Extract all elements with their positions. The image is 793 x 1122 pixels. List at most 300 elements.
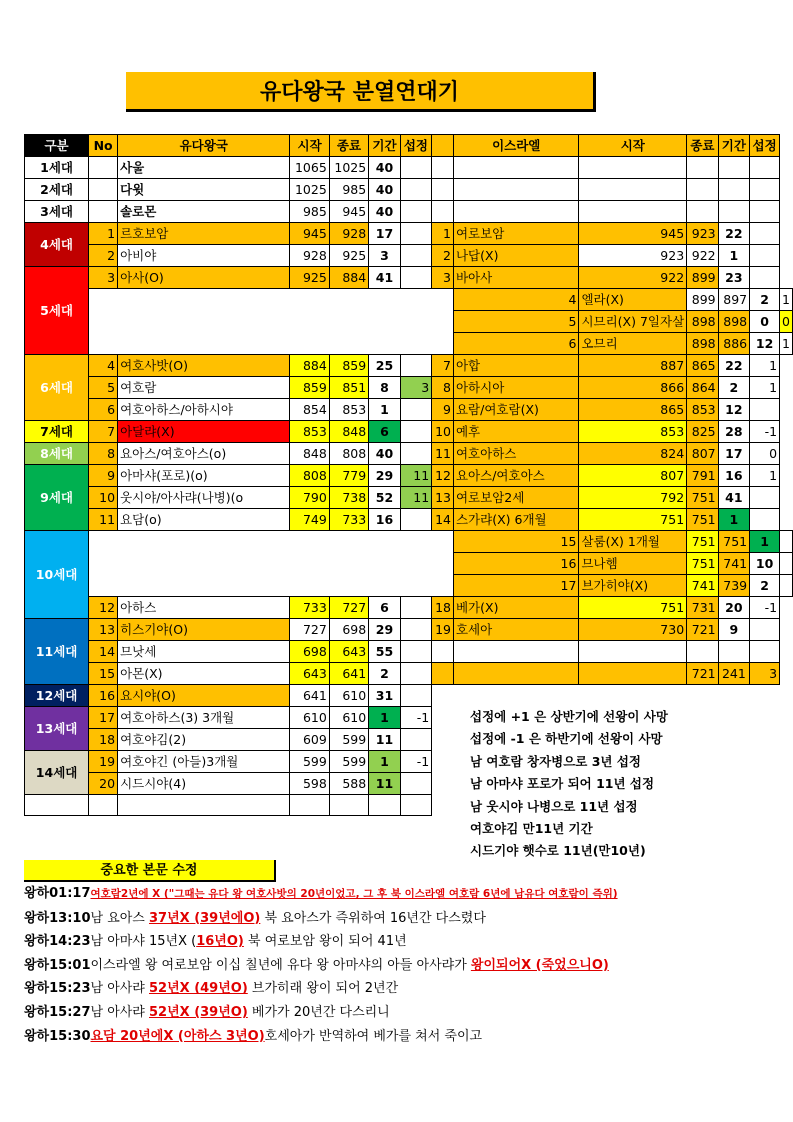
correction-line bbox=[24, 1025, 618, 1049]
judah-period: 25 bbox=[369, 355, 400, 377]
israel-no bbox=[432, 707, 454, 729]
judah-regency bbox=[400, 663, 431, 685]
israel-regency bbox=[750, 685, 780, 707]
israel-no: 14 bbox=[432, 509, 454, 531]
verse-ref: 왕하01:17 bbox=[24, 886, 91, 901]
corrections-list bbox=[24, 882, 618, 1048]
verse-ref: 왕하15:23 bbox=[24, 981, 91, 997]
judah-regency bbox=[400, 509, 431, 531]
israel-period: 12 bbox=[718, 399, 749, 421]
israel-start: 741 bbox=[687, 575, 718, 597]
israel-start bbox=[579, 157, 687, 179]
israel-no: 13 bbox=[432, 487, 454, 509]
judah-no: 8 bbox=[89, 443, 118, 465]
israel-start bbox=[579, 201, 687, 223]
judah-regency bbox=[400, 157, 431, 179]
judah-start: 599 bbox=[290, 751, 329, 773]
israel-no bbox=[432, 751, 454, 773]
judah-period: 40 bbox=[369, 201, 400, 223]
judah-no: 12 bbox=[89, 597, 118, 619]
judah-end: 884 bbox=[329, 267, 368, 289]
israel-start: 730 bbox=[579, 619, 687, 641]
judah-period: 11 bbox=[369, 773, 400, 795]
israel-king-name: 아합 bbox=[453, 355, 578, 377]
judah-end: 599 bbox=[329, 729, 368, 751]
judah-end: 727 bbox=[329, 597, 368, 619]
judah-regency bbox=[400, 773, 431, 795]
israel-no: 7 bbox=[432, 355, 454, 377]
israel-end: 731 bbox=[687, 597, 718, 619]
israel-period bbox=[718, 729, 749, 751]
israel-start: 792 bbox=[579, 487, 687, 509]
judah-no: 4 bbox=[89, 355, 118, 377]
note-line: 여호야김 만11년 기간 bbox=[470, 821, 593, 837]
judah-no: 6 bbox=[89, 399, 118, 421]
judah-start: 848 bbox=[290, 443, 329, 465]
header-israel: 이스라엘 bbox=[453, 135, 578, 157]
judah-regency: -1 bbox=[400, 751, 431, 773]
israel-start: 807 bbox=[579, 465, 687, 487]
israel-regency bbox=[750, 223, 780, 245]
judah-end: 779 bbox=[329, 465, 368, 487]
judah-period: 55 bbox=[369, 641, 400, 663]
judah-period: 6 bbox=[369, 597, 400, 619]
header-israel-no bbox=[432, 135, 454, 157]
judah-end: 599 bbox=[329, 751, 368, 773]
israel-period: 12 bbox=[750, 333, 780, 355]
judah-period: 29 bbox=[369, 619, 400, 641]
judah-king-name: 아사(O) bbox=[118, 267, 290, 289]
judah-regency: 11 bbox=[400, 487, 431, 509]
israel-period: 0 bbox=[750, 311, 780, 333]
israel-king-name: 나답(X) bbox=[453, 245, 578, 267]
judah-end: 859 bbox=[329, 355, 368, 377]
empty-cell bbox=[369, 795, 400, 816]
judah-king-name: 여호아하스(3) 3개월 bbox=[118, 707, 290, 729]
judah-start: 945 bbox=[290, 223, 329, 245]
israel-no: 1 bbox=[432, 223, 454, 245]
israel-king-name: 호세아 bbox=[453, 619, 578, 641]
israel-period: 22 bbox=[718, 223, 749, 245]
judah-start: 1065 bbox=[290, 157, 329, 179]
judah-end: 985 bbox=[329, 179, 368, 201]
israel-period bbox=[718, 773, 749, 795]
israel-regency: 1 bbox=[780, 289, 793, 311]
judah-period: 40 bbox=[369, 443, 400, 465]
judah-period: 6 bbox=[369, 421, 400, 443]
verse-ref: 왕하15:27 bbox=[24, 1004, 91, 1020]
israel-period bbox=[718, 201, 749, 223]
judah-no: 7 bbox=[89, 421, 118, 443]
note-line: 남 웃시야 나병으로 11년 섭정 bbox=[470, 798, 638, 814]
judah-start: 925 bbox=[290, 267, 329, 289]
judah-no: 19 bbox=[89, 751, 118, 773]
header-period2: 기간 bbox=[718, 135, 749, 157]
israel-end: 751 bbox=[687, 487, 718, 509]
judah-end: 808 bbox=[329, 443, 368, 465]
judah-regency bbox=[400, 245, 431, 267]
israel-no: 11 bbox=[432, 443, 454, 465]
israel-period bbox=[718, 685, 749, 707]
correction-line bbox=[24, 1001, 618, 1025]
judah-end: 738 bbox=[329, 487, 368, 509]
header-end2: 종료 bbox=[687, 135, 718, 157]
header-end: 종료 bbox=[329, 135, 368, 157]
generation-cell: 2세대 bbox=[25, 179, 89, 201]
blank-merged-cell bbox=[89, 289, 454, 355]
correction-red: 요담 20년에X (아하스 3년O) bbox=[90, 1028, 265, 1044]
judah-regency bbox=[400, 641, 431, 663]
judah-king-name: 아비야 bbox=[118, 245, 290, 267]
israel-end: 864 bbox=[687, 377, 718, 399]
judah-king-name: 사울 bbox=[118, 157, 290, 179]
judah-period: 1 bbox=[369, 707, 400, 729]
judah-king-name: 르호보암 bbox=[118, 223, 290, 245]
judah-no: 1 bbox=[89, 223, 118, 245]
generation-cell: 7세대 bbox=[25, 421, 89, 443]
israel-period: 2 bbox=[750, 289, 780, 311]
judah-start: 790 bbox=[290, 487, 329, 509]
israel-regency: 1 bbox=[780, 333, 793, 355]
israel-no bbox=[432, 157, 454, 179]
judah-start: 854 bbox=[290, 399, 329, 421]
israel-period: 1 bbox=[718, 245, 749, 267]
judah-start: 598 bbox=[290, 773, 329, 795]
judah-no: 3 bbox=[89, 267, 118, 289]
israel-king-name: 브가히야(X) bbox=[579, 575, 687, 597]
israel-regency bbox=[750, 773, 780, 795]
header-judah: 유다왕국 bbox=[118, 135, 290, 157]
israel-king-name bbox=[453, 179, 578, 201]
correction-red: 16년O) bbox=[196, 934, 244, 950]
israel-end: 922 bbox=[687, 245, 718, 267]
israel-no: 18 bbox=[432, 597, 454, 619]
correction-red: 52년X (49년O) bbox=[149, 981, 248, 997]
israel-regency bbox=[750, 179, 780, 201]
generation-cell: 8세대 bbox=[25, 443, 89, 465]
note-line: 섭정에 -1 은 하반기에 선왕이 사망 bbox=[470, 731, 663, 747]
israel-king-name: 요람/여호람(X) bbox=[453, 399, 578, 421]
israel-king-name: 여로보암 bbox=[453, 223, 578, 245]
judah-period: 31 bbox=[369, 685, 400, 707]
judah-start: 884 bbox=[290, 355, 329, 377]
israel-start: 887 bbox=[579, 355, 687, 377]
note-line: 시드기야 햇수로 11년(만10년) bbox=[470, 843, 646, 859]
generation-cell: 1세대 bbox=[25, 157, 89, 179]
israel-no bbox=[432, 641, 454, 663]
correction-red: 52년X (39년O) bbox=[149, 1004, 248, 1020]
israel-start: 751 bbox=[579, 509, 687, 531]
important-title: 중요한 본문 수정 bbox=[24, 860, 276, 882]
israel-regency bbox=[780, 531, 793, 553]
notes-block bbox=[470, 706, 668, 863]
israel-no: 5 bbox=[453, 311, 578, 333]
correction-pre: 남 아사랴 bbox=[90, 1004, 149, 1020]
israel-king-name: 바아사 bbox=[453, 267, 578, 289]
judah-king-name: 요시야(O) bbox=[118, 685, 290, 707]
header-start2: 시작 bbox=[579, 135, 687, 157]
judah-period: 52 bbox=[369, 487, 400, 509]
judah-no: 11 bbox=[89, 509, 118, 531]
israel-no: 17 bbox=[453, 575, 578, 597]
israel-regency: 1 bbox=[750, 355, 780, 377]
israel-no: 6 bbox=[453, 333, 578, 355]
blank-merged-cell bbox=[89, 531, 454, 597]
judah-king-name: 므낫세 bbox=[118, 641, 290, 663]
israel-period: 1 bbox=[750, 531, 780, 553]
judah-king-name: 요아스/여호아스(o) bbox=[118, 443, 290, 465]
israel-start: 824 bbox=[579, 443, 687, 465]
israel-start: 865 bbox=[579, 399, 687, 421]
judah-period: 41 bbox=[369, 267, 400, 289]
israel-no bbox=[432, 179, 454, 201]
israel-end: 865 bbox=[687, 355, 718, 377]
verse-ref: 왕하15:30 bbox=[24, 1028, 91, 1044]
israel-end: 899 bbox=[687, 267, 718, 289]
judah-no: 13 bbox=[89, 619, 118, 641]
israel-start: 853 bbox=[579, 421, 687, 443]
israel-period: 23 bbox=[718, 267, 749, 289]
israel-end bbox=[687, 201, 718, 223]
israel-king-name bbox=[453, 663, 578, 685]
israel-end: 741 bbox=[718, 553, 749, 575]
israel-end bbox=[687, 179, 718, 201]
israel-period: 241 bbox=[718, 663, 749, 685]
israel-end: 721 bbox=[687, 619, 718, 641]
israel-regency bbox=[750, 509, 780, 531]
header-gubun: 구분 bbox=[25, 135, 89, 157]
israel-period: 41 bbox=[718, 487, 749, 509]
judah-period: 40 bbox=[369, 179, 400, 201]
israel-regency bbox=[750, 751, 780, 773]
empty-cell bbox=[118, 795, 290, 816]
judah-regency bbox=[400, 597, 431, 619]
empty-cell bbox=[400, 795, 431, 816]
israel-period: 1 bbox=[718, 509, 749, 531]
israel-end: 853 bbox=[687, 399, 718, 421]
israel-regency: -1 bbox=[750, 597, 780, 619]
israel-king-name: 스가랴(X) 6개월 bbox=[453, 509, 578, 531]
israel-end: 825 bbox=[687, 421, 718, 443]
judah-period: 17 bbox=[369, 223, 400, 245]
israel-no bbox=[432, 663, 454, 685]
empty-cell bbox=[25, 795, 89, 816]
generation-cell: 3세대 bbox=[25, 201, 89, 223]
judah-start: 609 bbox=[290, 729, 329, 751]
judah-king-name: 여호사밧(O) bbox=[118, 355, 290, 377]
judah-end: 733 bbox=[329, 509, 368, 531]
header-regency: 섭정 bbox=[400, 135, 431, 157]
israel-start bbox=[579, 179, 687, 201]
israel-regency bbox=[780, 575, 793, 597]
judah-start: 1025 bbox=[290, 179, 329, 201]
israel-period bbox=[718, 641, 749, 663]
israel-period: 28 bbox=[718, 421, 749, 443]
judah-regency: 11 bbox=[400, 465, 431, 487]
judah-king-name: 아하스 bbox=[118, 597, 290, 619]
israel-king-name: 아하시아 bbox=[453, 377, 578, 399]
israel-regency: 0 bbox=[750, 443, 780, 465]
israel-king-name: 엘라(X) bbox=[579, 289, 687, 311]
israel-period: 9 bbox=[718, 619, 749, 641]
israel-regency bbox=[750, 487, 780, 509]
correction-post: 북 여로보암 왕이 되어 41년 bbox=[243, 934, 407, 950]
correction-post: 베가가 20년간 다스리니 bbox=[247, 1004, 390, 1020]
judah-start: 808 bbox=[290, 465, 329, 487]
judah-no: 15 bbox=[89, 663, 118, 685]
israel-regency bbox=[750, 157, 780, 179]
judah-period: 1 bbox=[369, 399, 400, 421]
israel-period bbox=[718, 751, 749, 773]
israel-king-name: 여로보암2세 bbox=[453, 487, 578, 509]
judah-no bbox=[89, 157, 118, 179]
correction-post: 북 요아스가 즉위하여 16년간 다스렸다 bbox=[260, 910, 486, 926]
correction-post: 호세아가 반역하여 베가를 쳐서 죽이고 bbox=[264, 1028, 483, 1044]
judah-king-name: 요담(o) bbox=[118, 509, 290, 531]
israel-king-name: 살룸(X) 1개월 bbox=[579, 531, 687, 553]
israel-period: 2 bbox=[718, 377, 749, 399]
judah-period: 8 bbox=[369, 377, 400, 399]
judah-end: 848 bbox=[329, 421, 368, 443]
israel-period bbox=[718, 707, 749, 729]
israel-regency bbox=[750, 641, 780, 663]
israel-king-name bbox=[453, 641, 578, 663]
judah-regency bbox=[400, 267, 431, 289]
generation-cell: 9세대 bbox=[25, 465, 89, 531]
israel-regency bbox=[750, 729, 780, 751]
israel-start: 751 bbox=[579, 597, 687, 619]
judah-no: 14 bbox=[89, 641, 118, 663]
judah-regency bbox=[400, 223, 431, 245]
judah-end: 610 bbox=[329, 685, 368, 707]
israel-start bbox=[579, 641, 687, 663]
israel-period bbox=[718, 157, 749, 179]
israel-regency: -1 bbox=[750, 421, 780, 443]
generation-cell: 10세대 bbox=[25, 531, 89, 619]
judah-regency bbox=[400, 619, 431, 641]
israel-period: 20 bbox=[718, 597, 749, 619]
judah-regency bbox=[400, 443, 431, 465]
generation-cell: 6세대 bbox=[25, 355, 89, 421]
note-line: 섭정에 +1 은 상반기에 선왕이 사망 bbox=[470, 709, 668, 724]
judah-end: 641 bbox=[329, 663, 368, 685]
page-title: 유다왕국 분열연대기 bbox=[126, 72, 596, 112]
judah-king-name: 아마샤(포로)(o) bbox=[118, 465, 290, 487]
judah-regency bbox=[400, 399, 431, 421]
judah-start: 749 bbox=[290, 509, 329, 531]
judah-king-name: 아몬(X) bbox=[118, 663, 290, 685]
israel-end bbox=[687, 641, 718, 663]
israel-period bbox=[718, 179, 749, 201]
israel-no: 2 bbox=[432, 245, 454, 267]
israel-period: 17 bbox=[718, 443, 749, 465]
correction-pre: 남 아마샤 15년X ( bbox=[90, 934, 197, 950]
judah-end: 925 bbox=[329, 245, 368, 267]
israel-no bbox=[432, 201, 454, 223]
israel-end: 721 bbox=[687, 663, 718, 685]
israel-no bbox=[432, 773, 454, 795]
judah-king-name: 여호야김(2) bbox=[118, 729, 290, 751]
judah-no bbox=[89, 201, 118, 223]
judah-no bbox=[89, 179, 118, 201]
judah-end: 1025 bbox=[329, 157, 368, 179]
israel-end: 897 bbox=[718, 289, 749, 311]
generation-cell: 12세대 bbox=[25, 685, 89, 707]
judah-start: 853 bbox=[290, 421, 329, 443]
judah-regency bbox=[400, 179, 431, 201]
israel-no bbox=[432, 685, 454, 707]
judah-no: 20 bbox=[89, 773, 118, 795]
judah-end: 610 bbox=[329, 707, 368, 729]
israel-start: 898 bbox=[687, 333, 718, 355]
judah-king-name: 솔로몬 bbox=[118, 201, 290, 223]
judah-period: 29 bbox=[369, 465, 400, 487]
israel-king-name bbox=[453, 685, 578, 707]
judah-no: 18 bbox=[89, 729, 118, 751]
judah-no: 17 bbox=[89, 707, 118, 729]
israel-start: 899 bbox=[687, 289, 718, 311]
judah-period: 40 bbox=[369, 157, 400, 179]
israel-start: 923 bbox=[579, 245, 687, 267]
israel-start: 866 bbox=[579, 377, 687, 399]
judah-regency bbox=[400, 729, 431, 751]
israel-end bbox=[687, 157, 718, 179]
judah-start: 928 bbox=[290, 245, 329, 267]
judah-regency: -1 bbox=[400, 707, 431, 729]
israel-regency bbox=[750, 399, 780, 421]
israel-period: 10 bbox=[750, 553, 780, 575]
correction-pre: 남 요아스 bbox=[90, 910, 149, 926]
israel-regency: 1 bbox=[750, 377, 780, 399]
israel-end: 886 bbox=[718, 333, 749, 355]
generation-cell: 5세대 bbox=[25, 267, 89, 355]
israel-start: 922 bbox=[579, 267, 687, 289]
israel-end bbox=[687, 707, 718, 729]
header-no: No bbox=[89, 135, 118, 157]
israel-no: 10 bbox=[432, 421, 454, 443]
judah-start: 859 bbox=[290, 377, 329, 399]
israel-regency: 0 bbox=[780, 311, 793, 333]
israel-end: 923 bbox=[687, 223, 718, 245]
judah-start: 641 bbox=[290, 685, 329, 707]
judah-king-name: 여호야긴 (아들)3개월 bbox=[118, 751, 290, 773]
judah-start: 643 bbox=[290, 663, 329, 685]
israel-no: 8 bbox=[432, 377, 454, 399]
israel-king-name: 므나헴 bbox=[579, 553, 687, 575]
israel-end: 898 bbox=[718, 311, 749, 333]
israel-king-name bbox=[453, 201, 578, 223]
correction-pre: 이스라엘 왕 여로보암 이십 칠년에 유다 왕 아마샤의 아들 아사랴가 bbox=[90, 957, 471, 973]
israel-king-name: 오므리 bbox=[579, 333, 687, 355]
generation-cell: 13세대 bbox=[25, 707, 89, 751]
israel-start: 751 bbox=[687, 531, 718, 553]
judah-no: 10 bbox=[89, 487, 118, 509]
judah-regency bbox=[400, 355, 431, 377]
israel-no bbox=[432, 729, 454, 751]
judah-period: 16 bbox=[369, 509, 400, 531]
judah-period: 3 bbox=[369, 245, 400, 267]
verse-ref: 왕하14:23 bbox=[24, 934, 91, 950]
israel-end bbox=[687, 685, 718, 707]
judah-end: 945 bbox=[329, 201, 368, 223]
verse-ref: 왕하13:10 bbox=[24, 910, 91, 926]
israel-period: 2 bbox=[750, 575, 780, 597]
judah-no: 5 bbox=[89, 377, 118, 399]
israel-king-name: 여호아하스 bbox=[453, 443, 578, 465]
israel-regency bbox=[750, 619, 780, 641]
generation-cell: 4세대 bbox=[25, 223, 89, 267]
israel-start: 898 bbox=[687, 311, 718, 333]
